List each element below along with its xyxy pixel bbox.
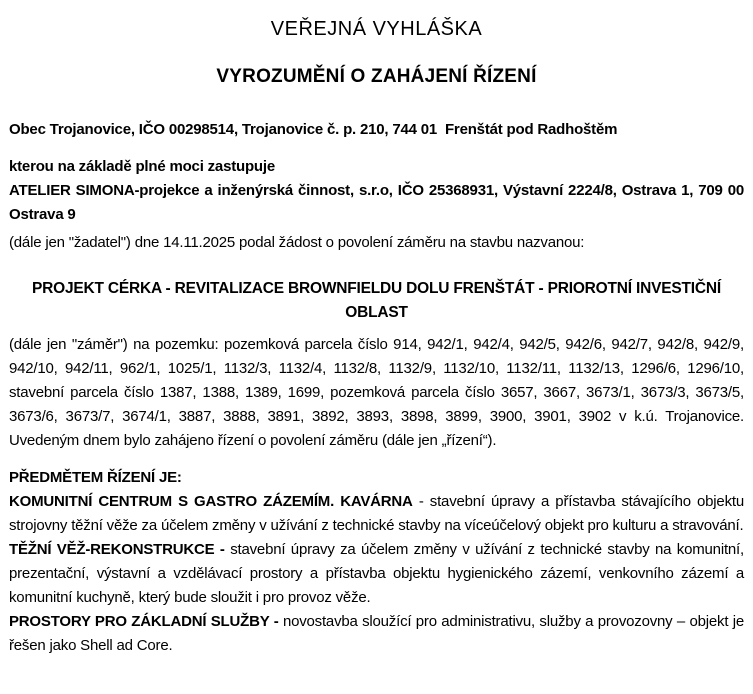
public-notice-document	[0, 16, 753, 658]
project-title: PROJEKT CÉRKA - REVITALIZACE BROWNFIELDU DOLU FRENŠTÁT - PRIOROTNÍ INVESTIČNÍ OBLAST	[32, 280, 721, 321]
subject-item-description: stavební úpravy za účelem změny v užívání z technické stavby na komunitní, prezentační, výstavní a vzdělávací prostory a přístavba objektu hygienického zázemí, venkovního zázemí a komunitní kuchyně, který bude sloužit i pro provoz věže.	[9, 541, 744, 606]
representation-note: kterou na základě plné moci zastupuje	[9, 158, 276, 175]
subject-item-community-centre	[9, 490, 744, 538]
application-line: (dále jen "žadatel") dne 14.11.2025 podal žádost o povolení záměru na stavbu nazvanou:	[9, 234, 585, 251]
representation-block	[9, 155, 744, 227]
subject-item-description: - stavební úpravy a přístavba stávajícího objektu strojovny těžní věže za účelem změny v užívání z technické stavby na víceúčelový objekt pro kulturu a stravování.	[9, 493, 744, 534]
subject-block	[9, 466, 744, 658]
subject-heading: PŘEDMĚTEM ŘÍZENÍ JE:	[9, 469, 182, 486]
subject-item-description: novostavba sloužící pro administrativu, služby a provozovny – objekt je řešen jako Shell ad Core.	[9, 613, 744, 654]
applicant-line: Obec Trojanovice, IČO 00298514, Trojanovice č. p. 210, 744 01 Frenštát pod Radhoštěm	[9, 121, 618, 138]
subject-item-title: TĚŽNÍ VĚŽ-REKONSTRUKCE -	[9, 541, 231, 558]
subject-item-mining-tower	[9, 538, 744, 610]
subject-item-basic-services	[9, 610, 744, 658]
subject-item-title: PROSTORY PRO ZÁKLADNÍ SLUŽBY -	[9, 613, 283, 630]
parcels-paragraph: (dále jen "záměr") na pozemku: pozemková parcela číslo 914, 942/1, 942/4, 942/5, 942/6, 942/7, 942/8, 942/9, 942/10, 942/11, 962/1, 1025/1, 1132/3, 1132/4, 1132/8, 1132/9, 1132/10, 1132/11, 1132/13, 1296/6, 1296/10, stavební parcela číslo 1387, 1388, 1389, 1699, pozemková parcela číslo 3657, 3667, 3673/1, 3673/3, 3673/5, 3673/6, 3673/7, 3674/1, 3887, 3888, 3891, 3892, 3893, 3898, 3899, 3900, 3901, 3902 v k.ú. Trojanovice. Uvedeným dnem bylo zahájeno řízení o povolení záměru (dále jen „řízení“).	[9, 336, 744, 449]
subject-item-title: KOMUNITNÍ CENTRUM S GASTRO ZÁZEMÍM. KAVÁRNA	[9, 493, 413, 510]
document-subtitle: VYROZUMĚNÍ O ZAHÁJENÍ ŘÍZENÍ	[216, 66, 537, 87]
representative-line: ATELIER SIMONA-projekce a inženýrská činnost, s.r.o, IČO 25368931, Výstavní 2224/8, Ostrava 1, 709 00 Ostrava 9	[9, 182, 744, 223]
document-title: VEŘEJNÁ VYHLÁŠKA	[270, 18, 483, 40]
